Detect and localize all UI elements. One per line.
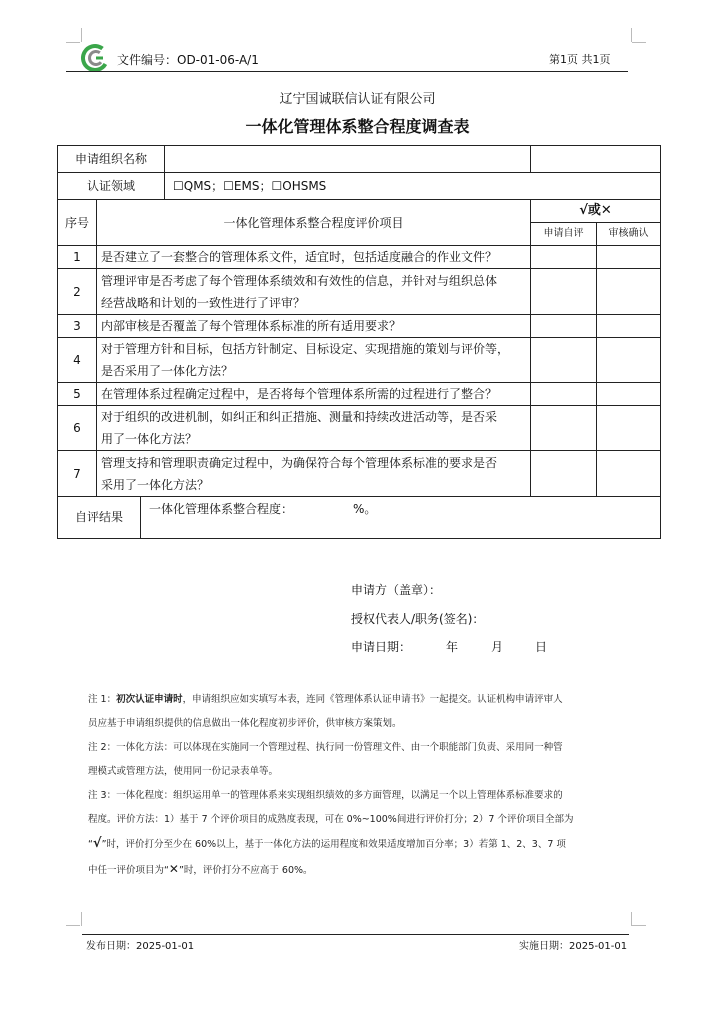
review-cell[interactable] — [597, 451, 661, 497]
self-eval-cell[interactable] — [531, 315, 597, 338]
self-eval-cell[interactable] — [531, 383, 597, 406]
row-no: 3 — [58, 315, 97, 338]
document-number: 文件编号：OD-01-06-A/1 — [117, 53, 259, 67]
page-title: 一体化管理体系整合程度调查表 — [245, 117, 470, 136]
row-question-line: 在管理体系过程确定过程中，是否将每个管理体系所需的过程进行了整合？ — [101, 387, 498, 401]
table-row — [58, 338, 661, 383]
row-question-line: 对于管理方针和目标，包括方针制定、目标设定、实现措施的策划与评价等， — [101, 342, 510, 356]
col-header-review: 审核确认 — [597, 223, 661, 246]
col-header-no: 序号 — [58, 200, 97, 246]
representative-label: 授权代表人/职务(签名)： — [351, 612, 485, 626]
row-no: 4 — [58, 338, 97, 383]
cross-mark: ✕ — [168, 862, 179, 876]
page-info: 第1页 共1页 — [549, 53, 611, 66]
row-question — [97, 383, 531, 406]
col-header-self: 申请自评 — [531, 223, 597, 246]
row-no: 2 — [58, 269, 97, 315]
row-question — [97, 406, 531, 451]
note-3: 注 3：一体化程度：组织运用单一的管理体系来实现组织绩效的多方面管理，以满足一个以上管理体系标准要求的 — [88, 790, 563, 801]
review-cell[interactable] — [597, 269, 661, 315]
self-eval-cell[interactable] — [531, 406, 597, 451]
self-eval-cell[interactable] — [531, 269, 597, 315]
row-question-line: 是否采用了一体化方法？ — [101, 364, 234, 378]
footer-rule — [82, 934, 629, 935]
row-question-line: 管理评审是否考虑了每个管理体系绩效和有效性的信息，并针对与组织总体 — [101, 273, 498, 288]
row-no: 5 — [58, 383, 97, 406]
row-question — [97, 269, 531, 315]
table-row — [58, 315, 661, 338]
self-eval-cell[interactable] — [531, 338, 597, 383]
table-row — [58, 406, 661, 451]
note-2: 注 2：一体化方法：可以体现在实施同一个管理过程、执行同一份管理文件、由一个职能部门负责、采用同一种管 — [88, 742, 563, 753]
table-row — [58, 246, 661, 269]
row-question — [97, 338, 531, 383]
company-logo — [80, 43, 110, 73]
note-1: 注 1：初次认证申请时，申请组织应如实填写本表，连同《管理体系认证申请书》一起提交。认证机构申请评审人 — [88, 694, 563, 705]
application-date-label: 申请日期： — [351, 640, 412, 654]
review-cell[interactable] — [597, 383, 661, 406]
row-question-line: 用了一体化方法？ — [101, 432, 198, 446]
applicant-seal-label: 申请方（盖章）： — [351, 583, 442, 597]
result-field[interactable] — [141, 497, 660, 538]
row-question-line: 采用了一体化方法？ — [101, 477, 210, 492]
implementation-date: 实施日期：2025-01-01 — [519, 941, 628, 952]
date-year: 年 — [446, 640, 459, 654]
date-month: 月 — [491, 640, 504, 654]
table-row — [58, 451, 661, 497]
survey-table — [57, 145, 661, 539]
row-question — [97, 246, 531, 269]
issue-date: 发布日期：2025-01-01 — [86, 941, 195, 952]
result-unit: %。 — [353, 502, 377, 516]
review-cell[interactable] — [597, 315, 661, 338]
table-row — [58, 383, 661, 406]
review-cell[interactable] — [597, 246, 661, 269]
result-label: 自评结果 — [58, 497, 141, 538]
header-rule — [66, 71, 628, 72]
org-name-field[interactable] — [165, 146, 530, 172]
row-no: 1 — [58, 246, 97, 269]
org-name-label: 申请组织名称 — [58, 146, 165, 172]
col-header-mark: √或✕ — [531, 200, 661, 223]
org-name-field-ext[interactable] — [531, 146, 661, 173]
table-row — [58, 269, 661, 315]
row-question-line: 是否建立了一套整合的管理体系文件，适宜时，包括适度融合的作业文件？ — [101, 250, 498, 264]
review-cell[interactable] — [597, 338, 661, 383]
row-question — [97, 451, 531, 497]
row-question-line: 管理支持和管理职责确定过程中，为确保符合每个管理体系标准的要求是否 — [101, 455, 498, 470]
result-text: 一体化管理体系整合程度： — [149, 502, 294, 516]
row-no: 7 — [58, 451, 97, 497]
row-question — [97, 315, 531, 338]
row-question-line: 对于组织的改进机制，如纠正和纠正措施、测量和持续改进活动等，是否采 — [101, 410, 498, 424]
date-day: 日 — [535, 640, 548, 654]
notes-section: 注 1：初次认证申请时，申请组织应如实填写本表，连同《管理体系认证申请书》一起提交。认证机构申请评审人 员应基于申请组织提供的信息做出一体化程度初步评价，供审核方案策划。 注 2：一体化方法：可以体现在实施同一个管理过程、执行同一份管理文件、由一个职能部门负责、采用同一种管 理模式或管理方法，使用同一份记录表单等。 注 3：一体化程度：组织运用单一的管理体系来实现组织绩效的多方面管理，以满足一个以上管理体系标准要求的 程度。评价方法：1）基于 7 个评价项目的成熟度表现，可在 0%~100%间进行评价打分；2）7 个评价项目全部为 “√”时，评价打分至少在 60%以上，基于一体化方法的运用程度和效果适度增加百分率；3）若第 1、2、3、7 项 中任一评价项目为“✕”时，评价打分不应高于 60%。 — [88, 688, 633, 883]
row-no: 6 — [58, 406, 97, 451]
check-mark: √ — [92, 836, 102, 851]
self-eval-cell[interactable] — [531, 451, 597, 497]
review-cell[interactable] — [597, 406, 661, 451]
col-header-item: 一体化管理体系整合程度评价项目 — [97, 200, 531, 246]
field-label: 认证领域 — [58, 173, 165, 199]
row-question-line: 内部审核是否覆盖了每个管理体系标准的所有适用要求？ — [101, 319, 402, 333]
field-options[interactable]: ☐QMS；☐EMS；☐OHSMS — [173, 179, 327, 193]
self-eval-cell[interactable] — [531, 246, 597, 269]
row-question-line: 经营战略和计划的一致性进行了评审？ — [101, 295, 306, 310]
company-name: 辽宁国诚联信认证有限公司 — [279, 92, 436, 107]
